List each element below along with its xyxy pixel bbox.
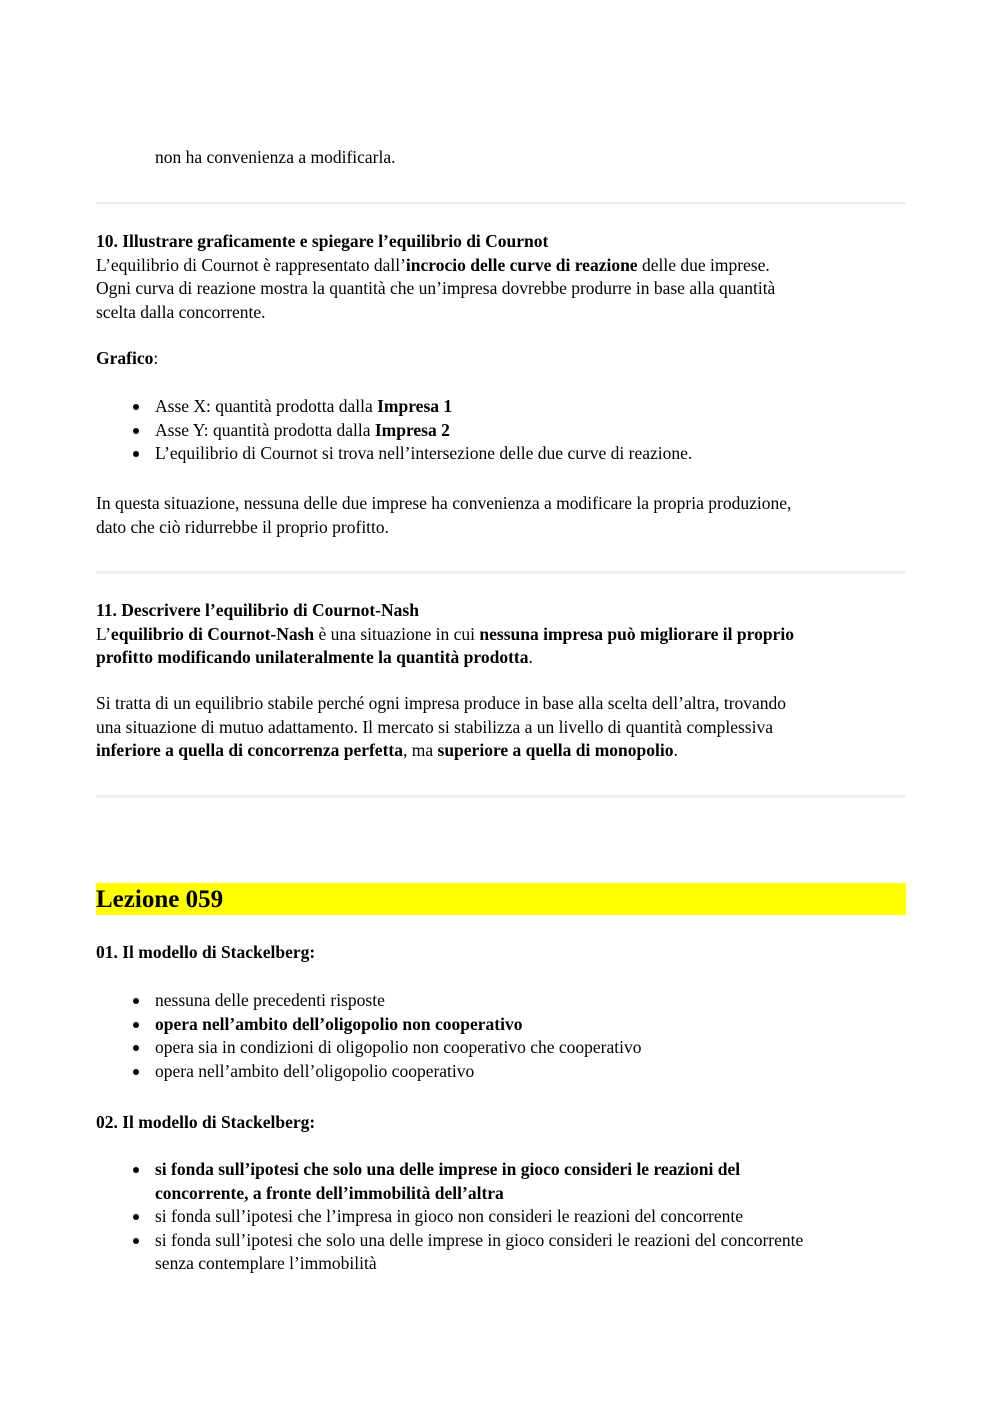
lesson-question-01-title: 01. Il modello di Stackelberg: — [96, 942, 316, 962]
question-11-paragraph-1-line-2: profitto modificando unilateralmente la quantità prodotta. — [96, 647, 533, 667]
section-divider — [96, 795, 906, 798]
question-10-paragraph-2-line-2: scelta dalla concorrente. — [96, 301, 266, 322]
lesson-title: Lezione 059 — [96, 886, 224, 913]
answer-option: opera sia in condizioni di oligopolio non cooperativo che cooperativo — [96, 1036, 908, 1060]
question-10-paragraph-2-line-1: Ogni curva di reazione mostra la quantità che un’impresa dovrebbe produrre in base alla quantità — [96, 278, 776, 298]
question-11-paragraph-2: Si tratta di un equilibrio stabile perché ogni impresa produce in base alla scelta dell’altra, trovando una situazione di mutuo adattamento. Il mercato si stabilizza a un livello di quantità complessiva inferiore a quella di concorrenza perfetta, ma superiore a quella di monopolio. — [96, 693, 787, 760]
question-10-paragraph-1: L’equilibrio di Cournot è rappresentato dall’incrocio delle curve di reazione delle due imprese. — [96, 254, 770, 275]
lesson-question-01-options — [96, 989, 908, 1083]
question-10-conclusion: In questa situazione, nessuna delle due imprese ha convenienza a modificare la propria produzione, dato che ciò ridurrebbe il proprio profitto. — [96, 493, 792, 537]
grafico-heading: Grafico: — [96, 348, 159, 368]
answer-option-correct: si fonda sull’ipotesi che solo una delle imprese in gioco consideri le reazioni del concorrente, a fronte dell’immobilità dell’altra — [96, 1158, 908, 1205]
answer-option: si fonda sull’ipotesi che l’impresa in gioco non consideri le reazioni del concorrente — [96, 1205, 908, 1229]
section-divider — [96, 202, 906, 205]
lesson-question-02-options — [96, 1158, 908, 1276]
question-11-paragraph-1-line-1: L’equilibrio di Cournot-Nash è una situazione in cui nessuna impresa può migliorare il proprio — [96, 623, 794, 644]
list-item: Asse Y: quantità prodotta dalla Impresa 2 — [96, 419, 908, 443]
answer-option: nessuna delle precedenti risposte — [96, 989, 908, 1013]
section-divider — [96, 571, 906, 574]
answer-option: si fonda sull’ipotesi che solo una delle imprese in gioco consideri le reazioni del concorrente senza contemplare l’immobilità — [96, 1229, 908, 1276]
list-item: Asse X: quantità prodotta dalla Impresa 1 — [96, 395, 908, 419]
answer-option-correct: opera nell’ambito dell’oligopolio non cooperativo — [96, 1013, 908, 1037]
question-11 — [96, 599, 908, 670]
continuation-text: non ha convenienza a modificarla. — [155, 147, 396, 167]
question-11-title: 11. Descrivere l’equilibrio di Cournot-Nash — [96, 600, 419, 620]
answer-option: opera nell’ambito dell’oligopolio cooperativo — [96, 1060, 908, 1084]
grafico-bullet-list — [96, 395, 908, 466]
question-10 — [96, 230, 908, 324]
question-10-title: 10. Illustrare graficamente e spiegare l’equilibrio di Cournot — [96, 231, 549, 251]
list-item: L’equilibrio di Cournot si trova nell’intersezione delle due curve di reazione. — [96, 442, 908, 466]
lesson-question-02-title: 02. Il modello di Stackelberg: — [96, 1112, 316, 1132]
